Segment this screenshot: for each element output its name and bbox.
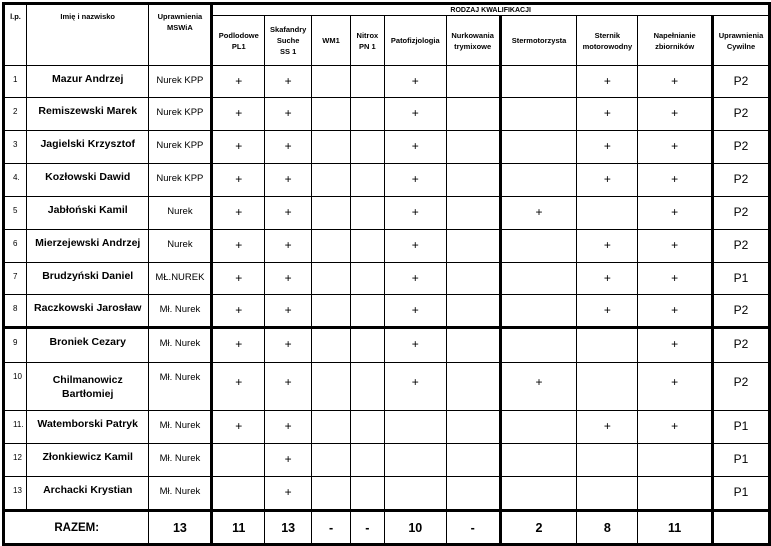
row-lp: 1 xyxy=(4,66,27,98)
table-row xyxy=(4,197,770,230)
row-lp: 11. xyxy=(4,411,27,444)
table-row xyxy=(4,328,770,363)
row-patofizjologia: + xyxy=(384,197,446,230)
header-lp: l.p. xyxy=(4,4,27,66)
total-ss1: 13 xyxy=(265,511,312,545)
row-lp: 4. xyxy=(4,164,27,197)
row-pn1 xyxy=(350,66,384,98)
row-pn1 xyxy=(350,230,384,263)
row-patofizjologia: + xyxy=(384,263,446,295)
row-sternik: + xyxy=(577,131,638,164)
row-mswia: Mł. Nurek xyxy=(149,477,212,511)
qualifications-table xyxy=(2,2,771,546)
row-wm1 xyxy=(312,197,351,230)
row-wm1 xyxy=(312,230,351,263)
row-stermotorzysta xyxy=(500,164,577,197)
row-lp: 3 xyxy=(4,131,27,164)
row-trymix xyxy=(446,263,500,295)
row-pl1: + xyxy=(212,66,265,98)
row-wm1 xyxy=(312,164,351,197)
row-trymix xyxy=(446,131,500,164)
row-patofizjologia xyxy=(384,411,446,444)
row-napelnianie: + xyxy=(638,66,713,98)
total-mswia: 13 xyxy=(149,511,212,545)
table-row xyxy=(4,411,770,444)
row-lp: 9 xyxy=(4,328,27,363)
row-sternik xyxy=(577,444,638,477)
row-pl1: + xyxy=(212,328,265,363)
row-trymix xyxy=(446,164,500,197)
row-name: Brudzyński Daniel xyxy=(26,263,149,295)
header-name: Imię i nazwisko xyxy=(26,4,149,66)
table-row xyxy=(4,164,770,197)
row-patofizjologia: + xyxy=(384,230,446,263)
row-trymix xyxy=(446,444,500,477)
row-pl1: + xyxy=(212,363,265,411)
row-lp: 8 xyxy=(4,295,27,328)
row-mswia: Mł. Nurek xyxy=(149,444,212,477)
row-sternik: + xyxy=(577,263,638,295)
row-sternik: + xyxy=(577,411,638,444)
row-mswia: Nurek KPP xyxy=(149,164,212,197)
row-mswia: Nurek xyxy=(149,230,212,263)
group-header: RODZAJ KWALIFIKACJI xyxy=(212,4,770,16)
row-pn1 xyxy=(350,411,384,444)
header-stermotorzysta: Stermotorzysta xyxy=(500,16,577,66)
row-cywilne: P2 xyxy=(713,328,770,363)
row-ss1: + xyxy=(265,477,312,511)
row-pn1 xyxy=(350,477,384,511)
table-row xyxy=(4,66,770,98)
row-napelnianie: + xyxy=(638,328,713,363)
row-pn1 xyxy=(350,328,384,363)
row-patofizjologia xyxy=(384,444,446,477)
row-name: Raczkowski Jarosław xyxy=(26,295,149,328)
row-pn1 xyxy=(350,131,384,164)
row-mswia: Mł. Nurek xyxy=(149,295,212,328)
row-stermotorzysta xyxy=(500,328,577,363)
row-cywilne: P1 xyxy=(713,411,770,444)
header-ss1: Skafandry Suche SS 1 xyxy=(265,16,312,66)
row-stermotorzysta xyxy=(500,131,577,164)
row-cywilne: P2 xyxy=(713,295,770,328)
row-patofizjologia: + xyxy=(384,98,446,131)
header-pl1: Podlodowe PL1 xyxy=(212,16,265,66)
row-sternik: + xyxy=(577,164,638,197)
row-cywilne: P1 xyxy=(713,477,770,511)
row-cywilne: P2 xyxy=(713,66,770,98)
row-cywilne: P1 xyxy=(713,444,770,477)
row-mswia: Nurek KPP xyxy=(149,66,212,98)
row-pl1: + xyxy=(212,164,265,197)
total-cywilne xyxy=(713,511,770,545)
row-stermotorzysta xyxy=(500,477,577,511)
row-lp: 2 xyxy=(4,98,27,131)
row-ss1: + xyxy=(265,295,312,328)
row-trymix xyxy=(446,66,500,98)
table-row xyxy=(4,131,770,164)
row-ss1: + xyxy=(265,197,312,230)
row-lp: 13 xyxy=(4,477,27,511)
row-cywilne: P2 xyxy=(713,98,770,131)
row-pl1: + xyxy=(212,295,265,328)
row-trymix xyxy=(446,197,500,230)
row-pn1 xyxy=(350,363,384,411)
row-sternik xyxy=(577,197,638,230)
row-cywilne: P2 xyxy=(713,131,770,164)
row-trymix xyxy=(446,230,500,263)
row-wm1 xyxy=(312,477,351,511)
row-pn1 xyxy=(350,164,384,197)
row-napelnianie: + xyxy=(638,263,713,295)
row-pn1 xyxy=(350,444,384,477)
row-wm1 xyxy=(312,444,351,477)
header-napelnianie: Napełnianie zbiorników xyxy=(638,16,713,66)
row-trymix xyxy=(446,411,500,444)
row-sternik: + xyxy=(577,230,638,263)
row-napelnianie xyxy=(638,444,713,477)
row-wm1 xyxy=(312,411,351,444)
row-trymix xyxy=(446,363,500,411)
row-napelnianie: + xyxy=(638,230,713,263)
row-cywilne: P2 xyxy=(713,164,770,197)
row-mswia: MŁ.NUREK xyxy=(149,263,212,295)
row-ss1: + xyxy=(265,263,312,295)
row-wm1 xyxy=(312,295,351,328)
row-sternik: + xyxy=(577,66,638,98)
row-pl1: + xyxy=(212,230,265,263)
row-napelnianie: + xyxy=(638,164,713,197)
header-pn1: Nitrox PN 1 xyxy=(350,16,384,66)
row-name: Kozłowski Dawid xyxy=(26,164,149,197)
row-ss1: + xyxy=(265,411,312,444)
row-name: Mazur Andrzej xyxy=(26,66,149,98)
row-napelnianie: + xyxy=(638,98,713,131)
totals-label: RAZEM: xyxy=(4,511,149,545)
row-mswia: Mł. Nurek xyxy=(149,363,212,411)
row-ss1: + xyxy=(265,230,312,263)
row-patofizjologia: + xyxy=(384,363,446,411)
row-ss1: + xyxy=(265,328,312,363)
row-ss1: + xyxy=(265,131,312,164)
row-napelnianie: + xyxy=(638,363,713,411)
table-row xyxy=(4,263,770,295)
row-stermotorzysta: + xyxy=(500,363,577,411)
row-stermotorzysta xyxy=(500,295,577,328)
row-stermotorzysta xyxy=(500,411,577,444)
row-lp: 7 xyxy=(4,263,27,295)
row-name: Broniek Cezary xyxy=(26,328,149,363)
table-row xyxy=(4,444,770,477)
row-ss1: + xyxy=(265,98,312,131)
row-stermotorzysta xyxy=(500,98,577,131)
row-cywilne: P2 xyxy=(713,197,770,230)
header-mswia: Uprawnienia MSWiA xyxy=(149,4,212,66)
row-name: Złonkiewicz Kamil xyxy=(26,444,149,477)
row-stermotorzysta xyxy=(500,444,577,477)
row-sternik: + xyxy=(577,295,638,328)
row-pl1: + xyxy=(212,411,265,444)
row-name: Chilmanowicz Bartłomiej xyxy=(26,363,149,411)
total-stermotorzysta: 2 xyxy=(500,511,577,545)
row-patofizjologia: + xyxy=(384,164,446,197)
row-stermotorzysta: + xyxy=(500,197,577,230)
row-trymix xyxy=(446,98,500,131)
row-trymix xyxy=(446,295,500,328)
row-stermotorzysta xyxy=(500,230,577,263)
row-lp: 10 xyxy=(4,363,27,411)
row-napelnianie: + xyxy=(638,411,713,444)
total-trymix: - xyxy=(446,511,500,545)
row-wm1 xyxy=(312,363,351,411)
row-name: Archacki Krystian xyxy=(26,477,149,511)
row-patofizjologia: + xyxy=(384,295,446,328)
header-wm1: WM1 xyxy=(312,16,351,66)
row-mswia: Nurek KPP xyxy=(149,98,212,131)
table-row xyxy=(4,477,770,511)
row-pn1 xyxy=(350,263,384,295)
row-patofizjologia xyxy=(384,477,446,511)
row-patofizjologia: + xyxy=(384,131,446,164)
row-ss1: + xyxy=(265,444,312,477)
table-row xyxy=(4,230,770,263)
total-pl1: 11 xyxy=(212,511,265,545)
row-mswia: Mł. Nurek xyxy=(149,328,212,363)
row-wm1 xyxy=(312,66,351,98)
header-cywilne: Uprawnienia Cywilne xyxy=(713,16,770,66)
total-patofizjologia: 10 xyxy=(384,511,446,545)
row-pl1: + xyxy=(212,98,265,131)
row-wm1 xyxy=(312,131,351,164)
row-napelnianie: + xyxy=(638,197,713,230)
row-name: Mierzejewski Andrzej xyxy=(26,230,149,263)
row-stermotorzysta xyxy=(500,263,577,295)
row-trymix xyxy=(446,328,500,363)
row-pl1: + xyxy=(212,131,265,164)
total-pn1: - xyxy=(350,511,384,545)
row-cywilne: P1 xyxy=(713,263,770,295)
row-pn1 xyxy=(350,197,384,230)
row-ss1: + xyxy=(265,164,312,197)
row-wm1 xyxy=(312,263,351,295)
row-trymix xyxy=(446,477,500,511)
row-lp: 5 xyxy=(4,197,27,230)
header-trymix: Nurkowania trymixowe xyxy=(446,16,500,66)
row-mswia: Nurek xyxy=(149,197,212,230)
table-row xyxy=(4,295,770,328)
row-ss1: + xyxy=(265,363,312,411)
row-name: Watemborski Patryk xyxy=(26,411,149,444)
total-napelnianie: 11 xyxy=(638,511,713,545)
row-patofizjologia: + xyxy=(384,66,446,98)
row-pn1 xyxy=(350,98,384,131)
row-lp: 12 xyxy=(4,444,27,477)
row-pn1 xyxy=(350,295,384,328)
totals-row xyxy=(4,511,770,545)
row-cywilne: P2 xyxy=(713,230,770,263)
row-mswia: Mł. Nurek xyxy=(149,411,212,444)
header-patofizjologia: Patofizjologia xyxy=(384,16,446,66)
row-wm1 xyxy=(312,328,351,363)
row-napelnianie: + xyxy=(638,131,713,164)
row-pl1: + xyxy=(212,263,265,295)
row-name: Jagielski Krzysztof xyxy=(26,131,149,164)
header-sternik: Sternik motorowodny xyxy=(577,16,638,66)
row-sternik xyxy=(577,477,638,511)
row-stermotorzysta xyxy=(500,66,577,98)
row-sternik: + xyxy=(577,98,638,131)
row-napelnianie: + xyxy=(638,295,713,328)
row-sternik xyxy=(577,328,638,363)
row-pl1 xyxy=(212,444,265,477)
row-napelnianie xyxy=(638,477,713,511)
row-ss1: + xyxy=(265,66,312,98)
row-lp: 6 xyxy=(4,230,27,263)
table-row xyxy=(4,98,770,131)
row-cywilne: P2 xyxy=(713,363,770,411)
row-pl1: + xyxy=(212,197,265,230)
row-name: Remiszewski Marek xyxy=(26,98,149,131)
row-name: Jabłoński Kamil xyxy=(26,197,149,230)
total-wm1: - xyxy=(312,511,351,545)
row-patofizjologia: + xyxy=(384,328,446,363)
row-sternik xyxy=(577,363,638,411)
row-mswia: Nurek KPP xyxy=(149,131,212,164)
row-pl1 xyxy=(212,477,265,511)
total-sternik: 8 xyxy=(577,511,638,545)
table-row xyxy=(4,363,770,411)
row-wm1 xyxy=(312,98,351,131)
